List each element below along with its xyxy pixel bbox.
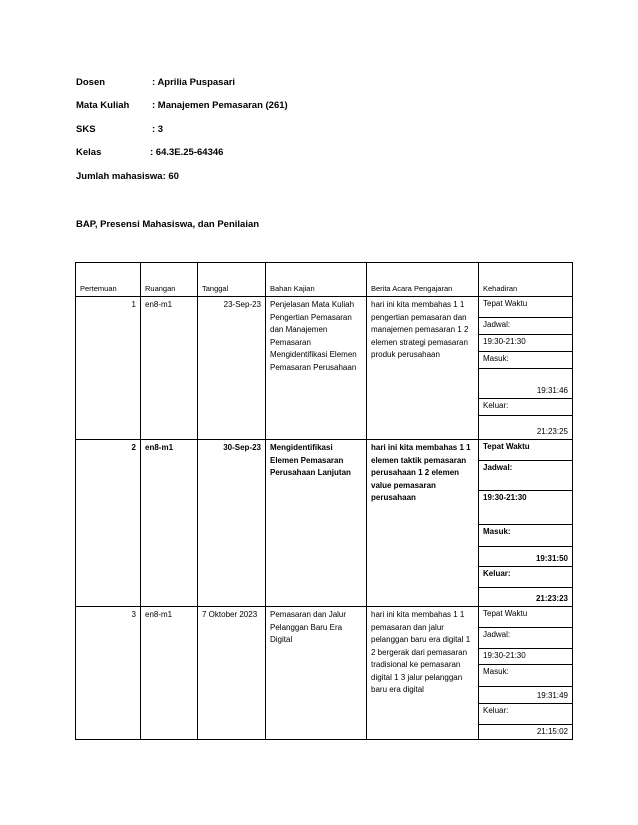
masuk-time: 19:31:49: [479, 687, 572, 704]
dosen-value: : Aprilia Puspasari: [152, 77, 236, 88]
keluar-time: 21:15:02: [536, 726, 568, 736]
col-header-bahan-kajian: Bahan Kajian: [266, 263, 367, 297]
status-text: Tepat Waktu: [479, 440, 572, 461]
ruangan-cell: en8-m1: [141, 297, 198, 440]
berita-acara-cell: hari ini kita membahas 1 1 pengertian pemasaran dan manajemen pemasaran 1 2 elemen strategi pemasaran produk perusahaan: [367, 297, 479, 440]
mata-kuliah-label: Mata Kuliah: [76, 100, 130, 111]
sks-label: SKS: [76, 124, 96, 135]
keluar-label: Keluar:: [479, 704, 572, 725]
keluar-label: Keluar:: [479, 567, 572, 588]
col-header-ruangan: Ruangan: [141, 263, 198, 297]
bahan-kajian-cell: Pemasaran dan Jalur Pelanggan Baru Era Digital: [266, 607, 367, 740]
pertemuan-cell: 1: [76, 297, 141, 440]
keluar-label: Keluar:: [479, 399, 572, 416]
status-text: Tepat Waktu: [479, 297, 572, 318]
mata-kuliah-value: : Manajemen Pemasaran (261): [152, 100, 288, 111]
sks-value: : 3: [152, 124, 164, 135]
kehadiran-cell: [479, 297, 573, 440]
kelas-label: Kelas: [76, 147, 102, 158]
pertemuan-cell: 2: [76, 440, 141, 607]
dosen-label: Dosen: [76, 77, 106, 88]
pertemuan-cell: 3: [76, 607, 141, 740]
berita-acara-cell: hari ini kita membahas 1 1 elemen taktik pemasaran perusahaan 1 2 elemen value pemasaran perusahaan: [367, 440, 479, 607]
col-header-tanggal: Tanggal: [198, 263, 266, 297]
tanggal-cell: 30-Sep-23: [198, 440, 266, 607]
masuk-label: Masuk:: [479, 352, 572, 369]
keluar-time: 21:23:25: [536, 426, 568, 436]
bap-table: [75, 262, 573, 740]
masuk-time: 19:31:46: [479, 369, 572, 399]
table-header-row: [76, 263, 573, 297]
table-row: [76, 607, 573, 740]
masuk-time: 19:31:50: [479, 547, 572, 567]
kehadiran-cell: [479, 440, 573, 607]
col-header-berita-acara: Berita Acara Pengajaran: [367, 263, 479, 297]
jadwal-value: 19:30-21:30: [479, 649, 572, 665]
tanggal-cell: 7 Oktober 2023: [198, 607, 266, 740]
ruangan-cell: en8-m1: [141, 440, 198, 607]
status-text: Tepat Waktu: [479, 607, 572, 628]
berita-acara-cell: hari ini kita membahas 1 1 pemasaran dan jalur pelanggan baru era digital 1 2 bergerak dari pemasaran tradisional ke pemasaran digital 1 3 jalur pelanggan baru era digital: [367, 607, 479, 740]
masuk-label: Masuk:: [479, 525, 572, 547]
bahan-kajian-cell: Penjelasan Mata Kuliah Pengertian Pemasaran dan Manajemen Pemasaran Mengidentifikasi Elemen Pemasaran Perusahaan: [266, 297, 367, 440]
masuk-label: Masuk:: [479, 665, 572, 687]
jadwal-label: Jadwal:: [479, 628, 572, 649]
jadwal-label: Jadwal:: [479, 318, 572, 335]
kehadiran-cell: [479, 607, 573, 740]
jadwal-value: 19:30-21:30: [479, 335, 572, 352]
bahan-kajian-cell: Mengidentifikasi Elemen Pemasaran Perusahaan Lanjutan: [266, 440, 367, 607]
col-header-kehadiran: Kehadiran: [479, 263, 573, 297]
keluar-time: 21:23:23: [535, 593, 568, 603]
table-row: [76, 440, 573, 607]
jumlah-mahasiswa: Jumlah mahasiswa: 60: [76, 171, 179, 182]
jadwal-value: 19:30-21:30: [479, 491, 572, 525]
col-header-pertemuan: Pertemuan: [76, 263, 141, 297]
ruangan-cell: en8-m1: [141, 607, 198, 740]
table-row: [76, 297, 573, 440]
jadwal-label: Jadwal:: [479, 461, 572, 491]
kelas-value: : 64.3E.25-64346: [150, 147, 224, 158]
tanggal-cell: 23-Sep-23: [198, 297, 266, 440]
section-title: BAP, Presensi Mahasiswa, dan Penilaian: [76, 219, 260, 230]
